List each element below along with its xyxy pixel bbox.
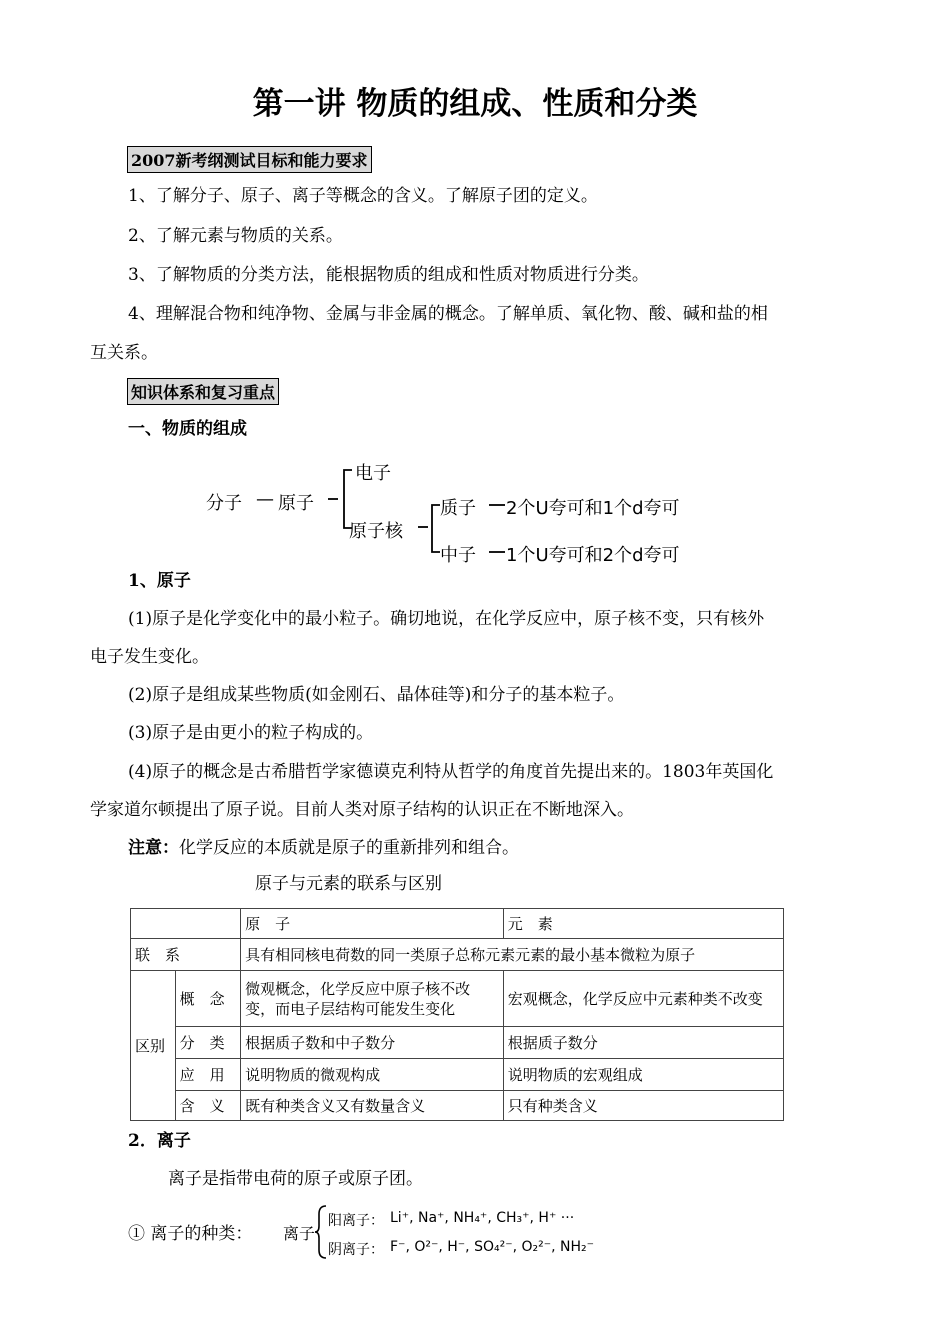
section-heading-knowledge: 知识体系和复习重点 [127,378,279,405]
table-diff-label: 区别 [131,971,176,1121]
table-cell-element: 只有种类含义 [503,1091,783,1121]
table-cell-atom: 微观概念，化学反应中原子核不改变，而电子层结构可能发生变化 [241,971,504,1027]
table-corner-cell [131,909,241,939]
anion-list: F⁻, O²⁻, H⁻, SO₄²⁻, O₂²⁻, NH₂⁻ [390,1239,595,1255]
page-title: 第一讲 物质的组成、性质和分类 [252,86,698,122]
table-link-text: 具有相同核电荷数的同一类原子总称元素元素的最小基本微粒为原子 [241,939,784,971]
table-cell-element: 宏观概念，化学反应中元素种类不改变 [503,971,783,1027]
cation-label: 阳离子： [328,1213,384,1229]
note-label: 注意： [128,838,179,858]
atom-element-table [130,908,784,1121]
note-text: 化学反应的本质就是原子的重新排列和组合。 [179,838,519,858]
ion-types-label: ① 离子的种类： [128,1224,253,1244]
objective-item: 2、了解元素与物质的关系。 [128,226,343,246]
table-header-atom: 原 子 [241,909,504,939]
atom-paragraph-cont: 学家道尔顿提出了原子说。目前人类对原子结构的认识正在不断地深入。 [90,800,634,820]
table-cell-element: 根据质子数分 [503,1027,783,1059]
table-row-label: 应 用 [175,1059,240,1091]
table-cell-atom: 说明物质的微观构成 [241,1059,504,1091]
ion-brace [314,1204,328,1260]
table-header-element: 元 素 [503,909,783,939]
atom-paragraph: (4)原子的概念是古希腊哲学家德谟克利特从哲学的角度首先提出来的。1803年英国化 [128,762,774,782]
objective-item: 1、了解分子、原子、离子等概念的含义。了解原子团的定义。 [128,186,598,206]
cation-list: Li⁺, Na⁺, NH₄⁺, CH₃⁺, H⁺ ··· [390,1210,575,1226]
objective-item-cont: 互关系。 [90,343,158,363]
atom-paragraph-cont: 电子发生变化。 [90,647,209,667]
table-row-label: 分 类 [175,1027,240,1059]
table-cell-atom: 根据质子数和中子数分 [241,1027,504,1059]
table-cell-atom: 既有种类含义又有数量含义 [241,1091,504,1121]
diagram-electron: 电子 [355,463,391,484]
note-line [128,838,519,858]
diagram-proton-desc: 2个U夸可和1个d夸可 [506,498,680,519]
ion-definition: 离子是指带电荷的原子或原子团。 [168,1169,423,1189]
objective-item: 4、理解混合物和纯净物、金属与非金属的概念。了解单质、氧化物、酸、碱和盐的相 [128,304,768,324]
atom-heading: 1、原子 [128,571,191,591]
subsection-heading: 一、物质的组成 [128,419,247,439]
ion-heading: 2．离子 [128,1131,191,1151]
diagram-molecule: 分子 [206,493,242,514]
table-row-label: 含 义 [175,1091,240,1121]
anion-label: 阴离子： [328,1242,384,1258]
diagram-nucleus: 原子核 [349,521,403,542]
table-cell-element: 说明物质的宏观组成 [503,1059,783,1091]
ion-word: 离子 [283,1224,316,1243]
diagram-proton: 质子 [440,498,476,519]
diagram-brackets [0,0,950,600]
table-caption: 原子与元素的联系与区别 [255,874,442,894]
atom-paragraph: (2)原子是组成某些物质(如金刚石、晶体硅等)和分子的基本粒子。 [128,685,625,705]
table-link-label: 联 系 [131,939,241,971]
diagram-atom: 原子 [278,493,314,514]
table-row-label: 概 念 [175,971,240,1027]
diagram-atom-dash: — [256,489,274,510]
objective-item: 3、了解物质的分类方法，能根据物质的组成和性质对物质进行分类。 [128,265,649,285]
diagram-neutron: 中子 [440,545,476,566]
atom-paragraph: (3)原子是由更小的粒子构成的。 [128,723,374,743]
section-heading-objectives: 2007新考纲测试目标和能力要求 [127,146,372,173]
atom-paragraph: (1)原子是化学变化中的最小粒子。确切地说，在化学反应中，原子核不变，只有核外 [128,609,765,629]
diagram-neutron-desc: 1个U夸可和2个d夸可 [506,545,680,566]
